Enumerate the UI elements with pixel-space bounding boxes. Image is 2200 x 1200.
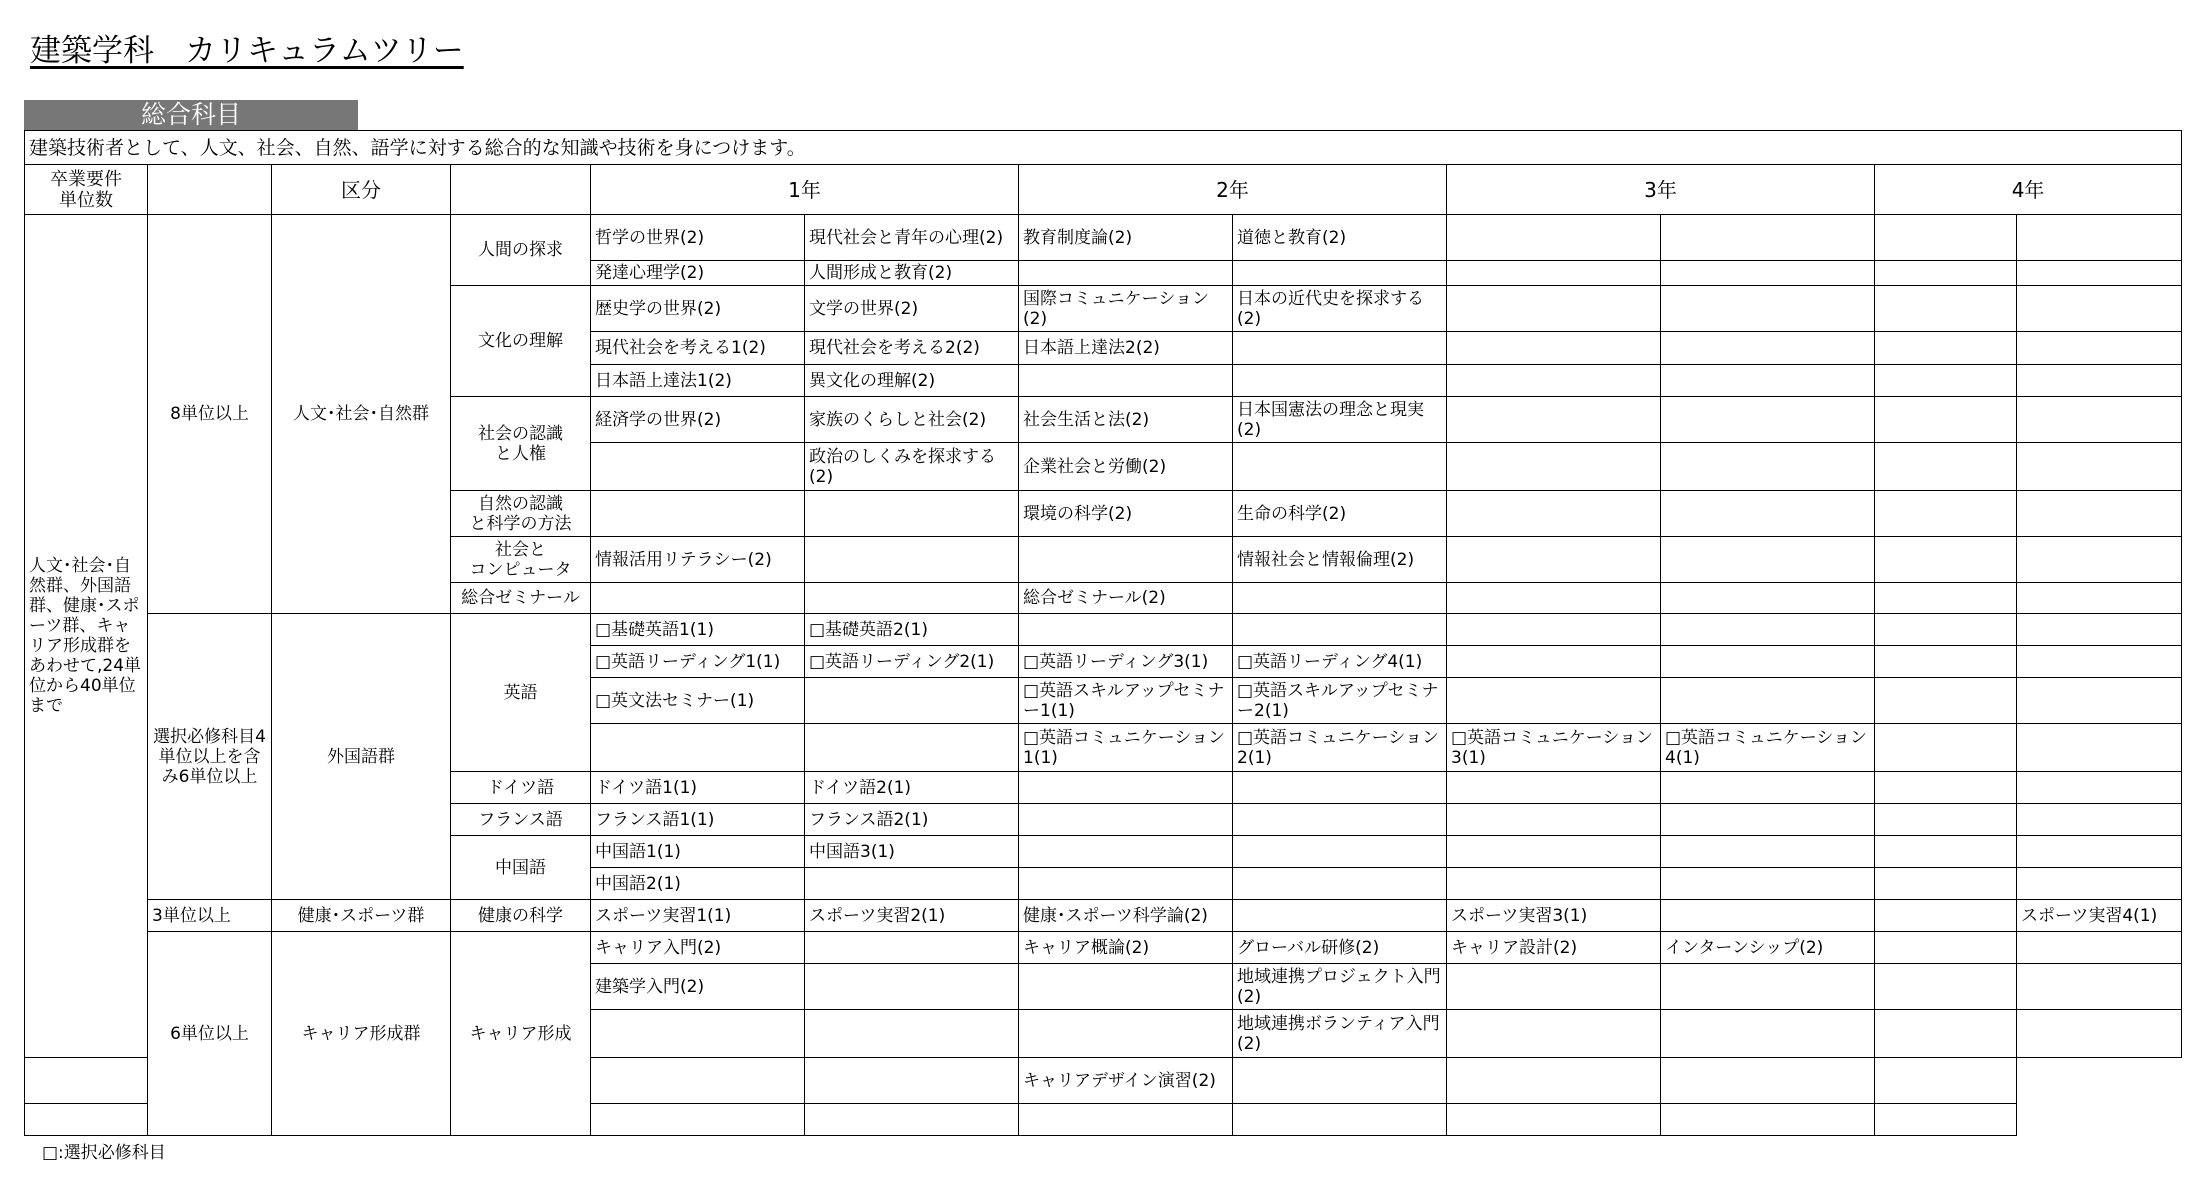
course-cell: 国際コミュニケーション(2) (1019, 286, 1233, 332)
course-cell (1875, 1104, 2017, 1136)
course-cell (1875, 678, 2017, 724)
course-cell (1019, 261, 1233, 286)
course-cell: キャリアデザイン演習(2) (1019, 1058, 1233, 1104)
course-cell: 環境の科学(2) (1019, 491, 1233, 537)
course-cell: 日本語上達法2(2) (1019, 332, 1233, 365)
course-cell (1661, 537, 1875, 583)
header-blank (148, 165, 272, 215)
subcategory: ドイツ語 (451, 772, 591, 804)
course-cell: 異文化の理解(2) (805, 365, 1019, 397)
description-text: 建築技術者として、人文、社会、自然、語学に対する総合的な知識や技術を身につけます。 (25, 131, 2182, 165)
course-cell: □英語スキルアップセミナー1(1) (1019, 678, 1233, 724)
course-cell (25, 1104, 148, 1136)
course-cell: キャリア概論(2) (1019, 932, 1233, 964)
course-cell (1019, 365, 1233, 397)
course-cell (1447, 868, 1661, 900)
course-cell (2017, 215, 2182, 261)
course-cell (1019, 804, 1233, 836)
course-cell (1661, 365, 1875, 397)
course-cell: 教育制度論(2) (1019, 215, 1233, 261)
course-cell (1233, 332, 1447, 365)
course-cell (2017, 1010, 2182, 1058)
course-cell: □基礎英語1(1) (591, 614, 805, 646)
course-cell (2017, 286, 2182, 332)
course-cell: □英語リーディング1(1) (591, 646, 805, 678)
course-cell: 地域連携ボランティア入門(2) (1233, 1010, 1447, 1058)
header-requirement: 卒業要件 単位数 (25, 165, 148, 215)
subcategory: 社会の認識 と人権 (451, 397, 591, 491)
course-cell (1447, 537, 1661, 583)
course-cell: □英語コミュニケーション3(1) (1447, 724, 1661, 772)
course-cell (1661, 868, 1875, 900)
course-cell (1019, 614, 1233, 646)
course-cell (1233, 1058, 1447, 1104)
course-cell (805, 932, 1019, 964)
course-cell (2017, 804, 2182, 836)
course-cell (1875, 964, 2017, 1010)
course-cell (805, 964, 1019, 1010)
course-cell (1875, 215, 2017, 261)
course-cell (1447, 678, 1661, 724)
course-cell (1447, 836, 1661, 868)
course-cell (1875, 804, 2017, 836)
course-cell (1019, 1010, 1233, 1058)
course-cell (1875, 1010, 2017, 1058)
course-cell (1447, 964, 1661, 1010)
course-cell (1875, 537, 2017, 583)
course-cell (591, 1104, 805, 1136)
course-cell: □英語リーディング2(1) (805, 646, 1019, 678)
subcategory: 健康の科学 (451, 900, 591, 932)
course-cell (1875, 1058, 2017, 1104)
course-cell (1447, 804, 1661, 836)
course-cell (1019, 964, 1233, 1010)
course-cell (1661, 215, 1875, 261)
subcategory: 中国語 (451, 836, 591, 900)
subcategory: 英語 (451, 614, 591, 772)
course-cell: 家族のくらしと社会(2) (805, 397, 1019, 443)
group-units: 3単位以上 (148, 900, 272, 932)
subcategory: 人間の探求 (451, 215, 591, 286)
course-cell (1233, 443, 1447, 491)
course-cell: □英語スキルアップセミナー2(1) (1233, 678, 1447, 724)
course-cell: □英語コミュニケーション1(1) (1019, 724, 1233, 772)
course-cell (1661, 583, 1875, 614)
course-cell (1661, 836, 1875, 868)
course-cell (1661, 332, 1875, 365)
course-cell (2017, 868, 2182, 900)
course-cell (2017, 261, 2182, 286)
course-cell (1875, 868, 2017, 900)
subcategory: 自然の認識 と科学の方法 (451, 491, 591, 537)
course-cell (1875, 932, 2017, 964)
header-year2: 2年 (1019, 165, 1447, 215)
course-cell (805, 678, 1019, 724)
course-cell: 文学の世界(2) (805, 286, 1019, 332)
course-cell: キャリア入門(2) (591, 932, 805, 964)
course-cell (1447, 443, 1661, 491)
course-cell (1233, 772, 1447, 804)
group-name: 人文･社会･自然群 (272, 215, 451, 614)
course-row (25, 900, 2182, 932)
course-cell: フランス語1(1) (591, 804, 805, 836)
header-blank (451, 165, 591, 215)
course-cell (1447, 646, 1661, 678)
course-cell: インターンシップ(2) (1661, 932, 1875, 964)
course-cell: ドイツ語2(1) (805, 772, 1019, 804)
course-cell (591, 583, 805, 614)
course-cell (2017, 443, 2182, 491)
course-cell (2017, 724, 2182, 772)
course-cell (2017, 491, 2182, 537)
course-cell (1447, 215, 1661, 261)
course-cell (2017, 772, 2182, 804)
course-cell: 中国語1(1) (591, 836, 805, 868)
course-cell: □英語リーディング4(1) (1233, 646, 1447, 678)
course-cell (1019, 836, 1233, 868)
course-cell (591, 724, 805, 772)
course-cell: 総合ゼミナール(2) (1019, 583, 1233, 614)
course-cell (1875, 900, 2017, 932)
course-cell (805, 491, 1019, 537)
course-cell: フランス語2(1) (805, 804, 1019, 836)
course-cell: 生命の科学(2) (1233, 491, 1447, 537)
course-cell (1875, 724, 2017, 772)
header-row (25, 165, 2182, 215)
course-cell (1447, 1058, 1661, 1104)
description-row (25, 131, 2182, 165)
course-cell: 人間形成と教育(2) (805, 261, 1019, 286)
course-cell: 現代社会を考える1(2) (591, 332, 805, 365)
course-cell (1019, 868, 1233, 900)
course-cell (805, 537, 1019, 583)
course-cell (2017, 397, 2182, 443)
course-cell (2017, 932, 2182, 964)
course-cell: □英文法セミナー(1) (591, 678, 805, 724)
subcategory: 文化の理解 (451, 286, 591, 397)
course-cell: 健康･スポーツ科学論(2) (1019, 900, 1233, 932)
course-cell (1661, 397, 1875, 443)
course-cell (1233, 261, 1447, 286)
course-cell (591, 491, 805, 537)
course-cell (1661, 614, 1875, 646)
course-cell (2017, 365, 2182, 397)
header-year4: 4年 (1875, 165, 2182, 215)
footnote: □:選択必修科目 (42, 1143, 166, 1163)
header-category: 区分 (272, 165, 451, 215)
header-year3: 3年 (1447, 165, 1875, 215)
course-cell (1447, 397, 1661, 443)
course-cell (1661, 964, 1875, 1010)
course-cell (2017, 537, 2182, 583)
course-cell: 道徳と教育(2) (1233, 215, 1447, 261)
course-cell (1875, 772, 2017, 804)
course-cell: 企業社会と労働(2) (1019, 443, 1233, 491)
course-cell: 建築学入門(2) (591, 964, 805, 1010)
course-cell (2017, 583, 2182, 614)
course-cell: 現代社会を考える2(2) (805, 332, 1019, 365)
course-cell (805, 868, 1019, 900)
course-cell: 社会生活と法(2) (1019, 397, 1233, 443)
overall-requirement: 人文･社会･自然群、外国語群、健康･スポーツ群、キャリア形成群をあわせて,24単位から40単位まで (25, 215, 148, 1058)
course-cell: 日本の近代史を探求する(2) (1233, 286, 1447, 332)
course-cell (1233, 614, 1447, 646)
course-cell: 歴史学の世界(2) (591, 286, 805, 332)
course-cell: □英語コミュニケーション4(1) (1661, 724, 1875, 772)
course-cell: キャリア設計(2) (1447, 932, 1661, 964)
course-cell (1447, 261, 1661, 286)
course-cell (2017, 678, 2182, 724)
course-cell (1875, 365, 2017, 397)
course-cell (1447, 491, 1661, 537)
course-cell: □基礎英語2(1) (805, 614, 1019, 646)
course-cell (1661, 491, 1875, 537)
course-cell: 情報社会と情報倫理(2) (1233, 537, 1447, 583)
course-cell (1233, 365, 1447, 397)
course-cell (2017, 332, 2182, 365)
course-cell (1875, 646, 2017, 678)
course-cell (1875, 491, 2017, 537)
course-cell (1447, 583, 1661, 614)
course-cell: 経済学の世界(2) (591, 397, 805, 443)
course-cell: 発達心理学(2) (591, 261, 805, 286)
course-cell (1447, 286, 1661, 332)
course-cell (1661, 261, 1875, 286)
course-cell: 地域連携プロジェクト入門(2) (1233, 964, 1447, 1010)
group-name: 外国語群 (272, 614, 451, 900)
course-cell: 日本語上達法1(2) (591, 365, 805, 397)
course-cell (1447, 1104, 1661, 1136)
subcategory: 総合ゼミナール (451, 583, 591, 614)
course-cell: 現代社会と青年の心理(2) (805, 215, 1019, 261)
course-cell: 哲学の世界(2) (591, 215, 805, 261)
course-cell (1875, 286, 2017, 332)
group-name: キャリア形成群 (272, 932, 451, 1136)
course-cell: スポーツ実習4(1) (2017, 900, 2182, 932)
course-row (25, 932, 2182, 964)
course-row (25, 215, 2182, 261)
subcategory: フランス語 (451, 804, 591, 836)
group-name: 健康･スポーツ群 (272, 900, 451, 932)
course-cell (1661, 443, 1875, 491)
group-units: 選択必修科目4単位以上を含み6単位以上 (148, 614, 272, 900)
page-title: 建築学科 カリキュラムツリー (30, 33, 464, 69)
course-cell: □英語リーディング3(1) (1019, 646, 1233, 678)
course-cell (1233, 868, 1447, 900)
course-cell (1233, 583, 1447, 614)
course-cell (591, 1058, 805, 1104)
course-cell (591, 443, 805, 491)
course-cell (1661, 286, 1875, 332)
course-cell: 中国語2(1) (591, 868, 805, 900)
course-cell (805, 583, 1019, 614)
header-year1: 1年 (591, 165, 1019, 215)
course-cell (2017, 646, 2182, 678)
course-cell (1447, 332, 1661, 365)
course-cell (805, 1104, 1019, 1136)
course-cell (25, 1058, 148, 1104)
course-cell: 政治のしくみを探求する(2) (805, 443, 1019, 491)
course-cell (1447, 1010, 1661, 1058)
course-cell (1661, 772, 1875, 804)
course-cell (805, 724, 1019, 772)
course-cell (1019, 772, 1233, 804)
course-cell (1661, 1104, 1875, 1136)
course-cell (1661, 804, 1875, 836)
subcategory: 社会と コンピュータ (451, 537, 591, 583)
subcategory: キャリア形成 (451, 932, 591, 1136)
course-cell (805, 1010, 1019, 1058)
course-cell (1447, 772, 1661, 804)
course-cell (1875, 583, 2017, 614)
course-cell: スポーツ実習1(1) (591, 900, 805, 932)
course-cell (1875, 397, 2017, 443)
course-cell (1447, 614, 1661, 646)
course-cell (2017, 836, 2182, 868)
course-cell (1875, 836, 2017, 868)
course-cell (1661, 900, 1875, 932)
course-cell: □英語コミュニケーション2(1) (1233, 724, 1447, 772)
course-cell (1875, 261, 2017, 286)
course-cell: 情報活用リテラシー(2) (591, 537, 805, 583)
course-cell (1661, 678, 1875, 724)
group-units: 6単位以上 (148, 932, 272, 1136)
course-cell (1019, 537, 1233, 583)
course-cell: 日本国憲法の理念と現実(2) (1233, 397, 1447, 443)
course-cell (2017, 614, 2182, 646)
course-cell: グローバル研修(2) (1233, 932, 1447, 964)
course-cell (1661, 1058, 1875, 1104)
course-cell: スポーツ実習3(1) (1447, 900, 1661, 932)
section-label: 総合科目 (24, 100, 358, 130)
course-cell (805, 1058, 1019, 1104)
course-row (25, 614, 2182, 646)
course-cell (1233, 1104, 1447, 1136)
course-cell (591, 1010, 805, 1058)
course-cell (1661, 1010, 1875, 1058)
course-cell (1233, 900, 1447, 932)
course-cell: ドイツ語1(1) (591, 772, 805, 804)
course-cell (1019, 1104, 1233, 1136)
course-cell (1233, 804, 1447, 836)
course-cell (1447, 365, 1661, 397)
course-cell (1875, 443, 2017, 491)
course-cell (1875, 332, 2017, 365)
course-cell: スポーツ実習2(1) (805, 900, 1019, 932)
course-cell (2017, 964, 2182, 1010)
course-cell: 中国語3(1) (805, 836, 1019, 868)
course-cell (1661, 646, 1875, 678)
group-units: 8単位以上 (148, 215, 272, 614)
course-cell (1875, 614, 2017, 646)
course-cell (1233, 836, 1447, 868)
curriculum-table (24, 130, 2182, 1136)
